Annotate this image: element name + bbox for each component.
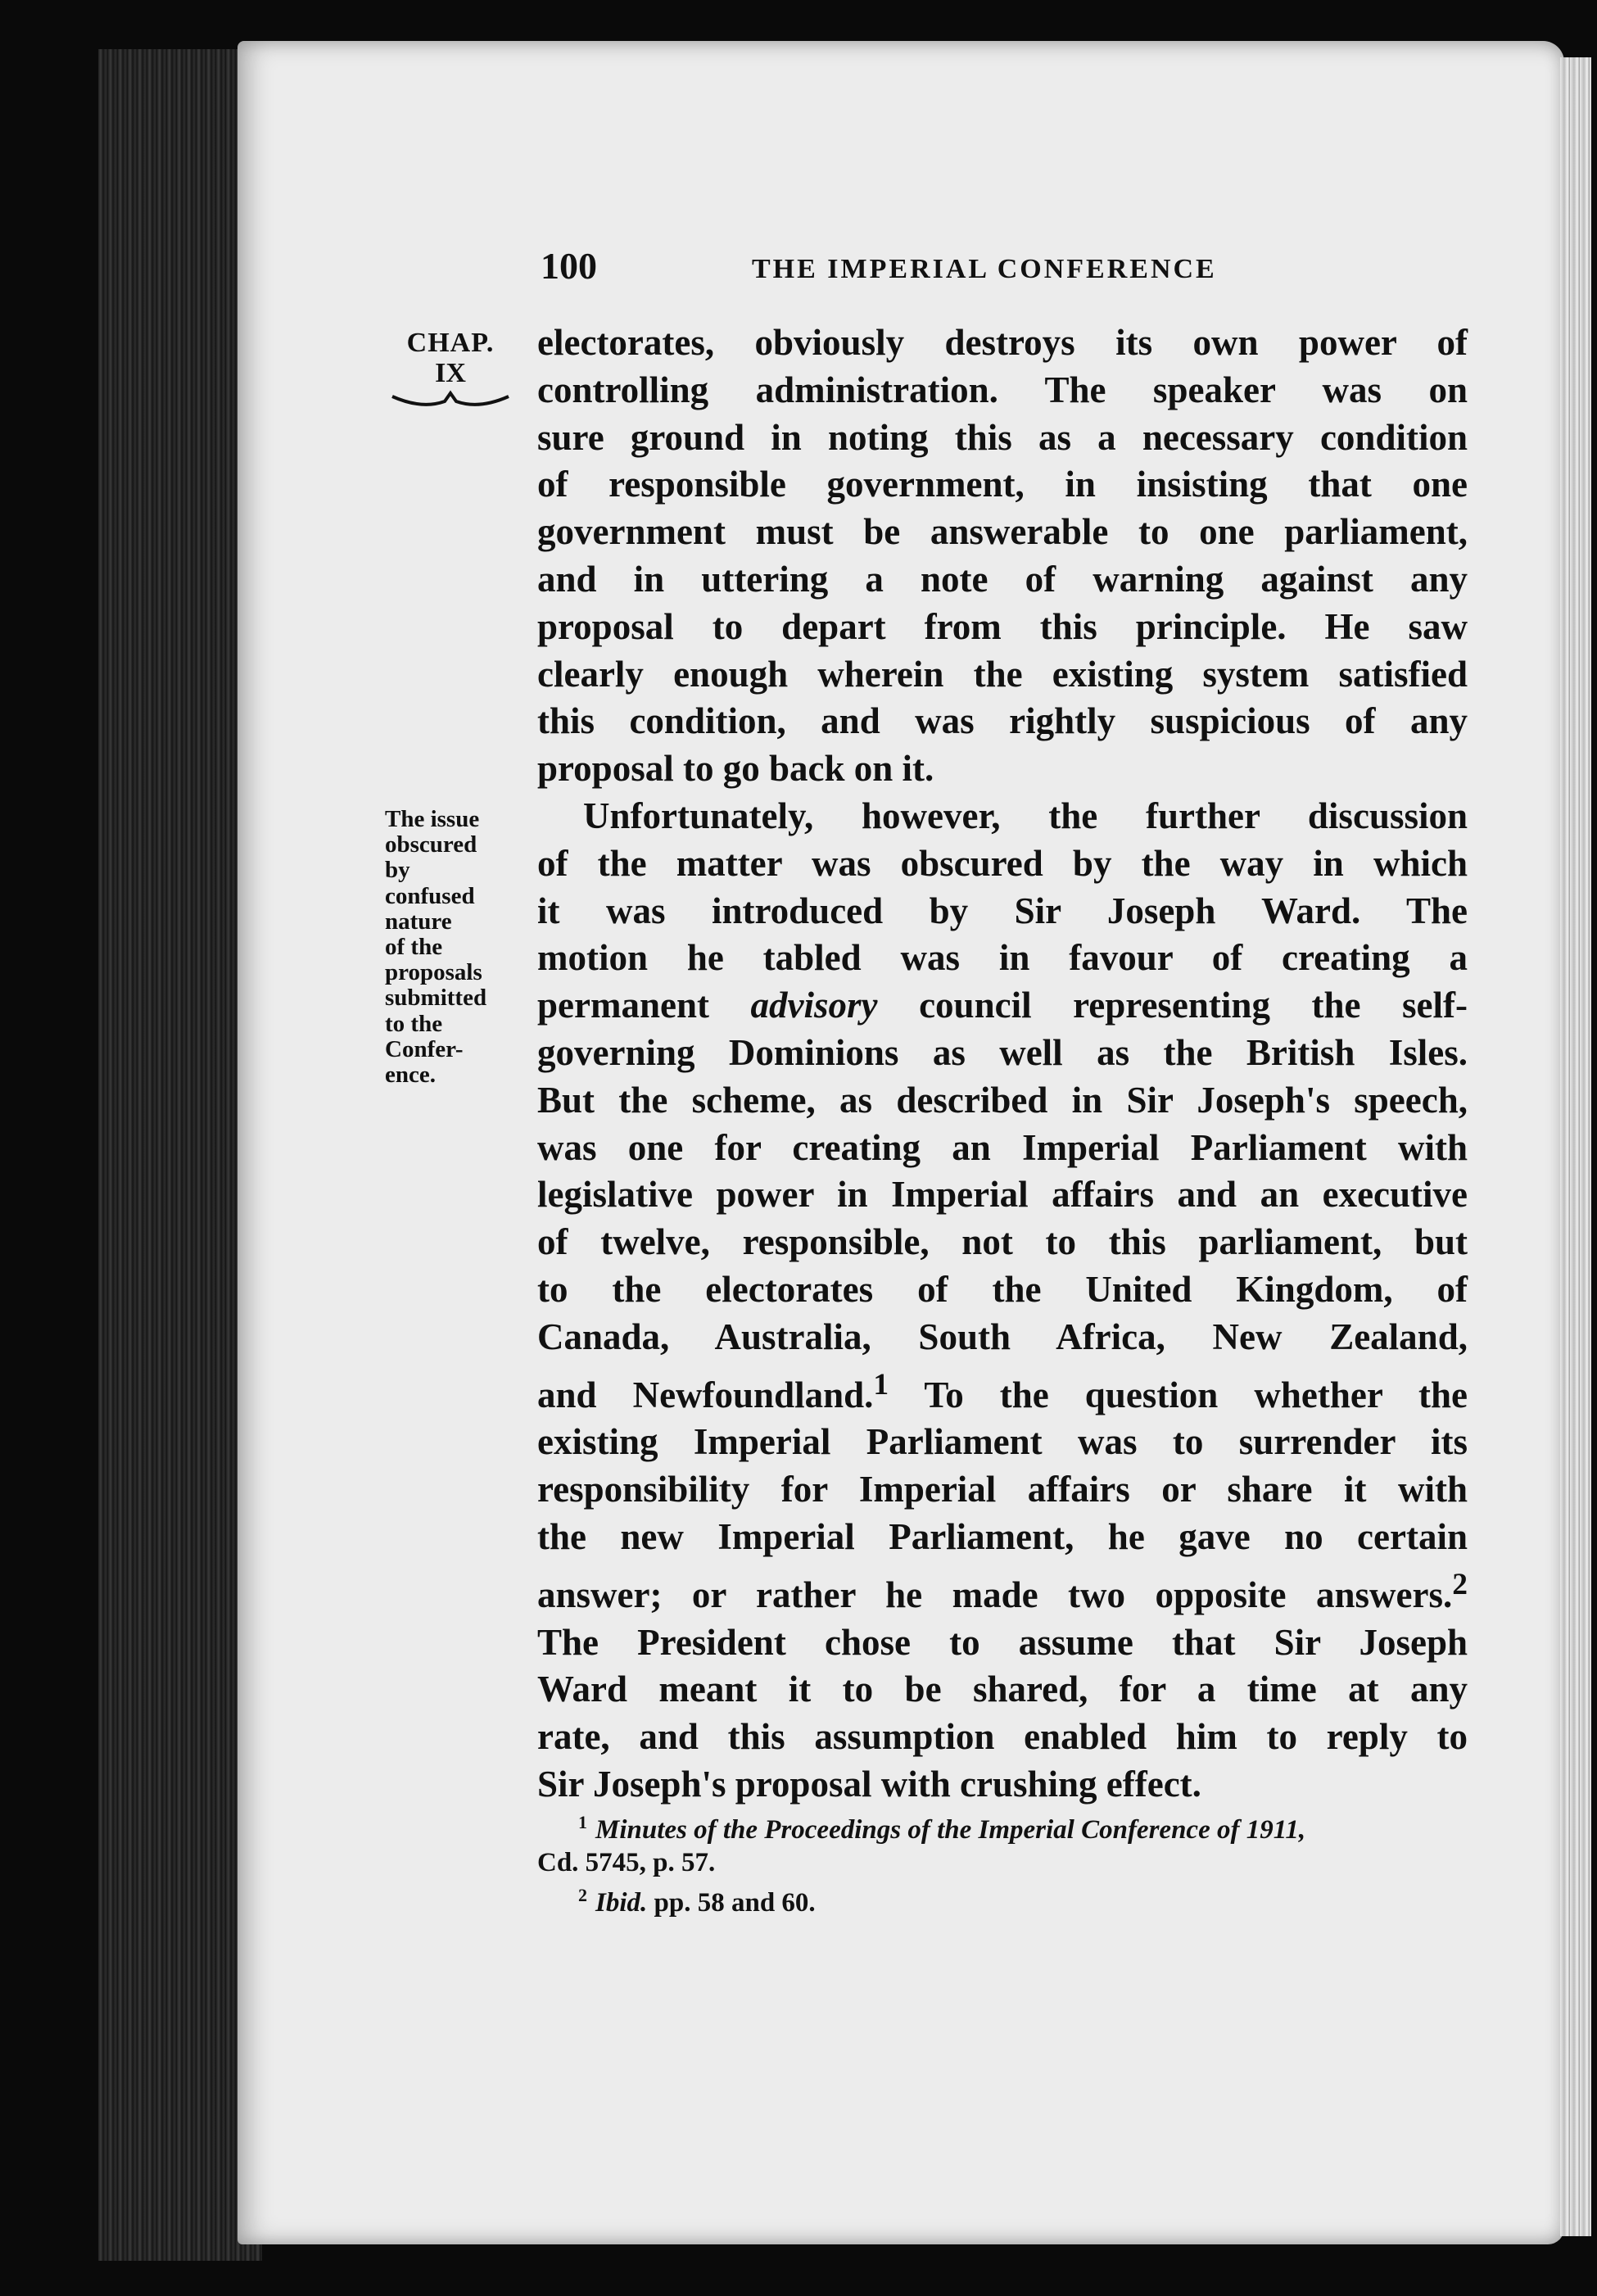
marginal-note-line: nature: [385, 908, 452, 935]
text-line: this condition, and was rightly suspicious of any: [537, 700, 1468, 742]
text-line: of twelve, responsible, not to this parliament, but: [537, 1221, 1468, 1263]
running-head: THE IMPERIAL CONFERENCE: [752, 254, 1217, 284]
text-line: of responsible government, in insisting that one: [537, 464, 1468, 505]
italic-word: advisory: [750, 985, 878, 1026]
marginal-note-line: The issue: [385, 806, 480, 832]
text-line: to the electorates of the United Kingdom, of: [537, 1268, 1468, 1310]
text-line: Ward meant it to be shared, for a time at any: [537, 1669, 1468, 1710]
text-line: and in uttering a note of warning against any: [537, 558, 1468, 600]
footnotes: [537, 1806, 1468, 1919]
marginal-note-line: proposals: [385, 959, 482, 986]
footnote-text: pp. 58 and 60.: [647, 1888, 816, 1918]
text-line: was one for creating an Imperial Parliament with: [537, 1126, 1468, 1168]
paragraph-1: [537, 319, 1468, 793]
footnote-ref: 2: [1452, 1567, 1468, 1601]
marginal-note-line: obscured: [385, 831, 477, 858]
marginal-note-line: of the: [385, 934, 443, 961]
footnote-ref: 1: [873, 1367, 889, 1402]
text-line: existing Imperial Parliament was to surrender its: [537, 1421, 1468, 1463]
footnote-marker: 2: [578, 1885, 587, 1905]
text-line: [537, 1561, 1468, 1619]
marginal-note-line: confused: [385, 882, 475, 909]
text-line: proposal to go back on it.: [537, 748, 934, 790]
text-line: of the matter was obscured by the way in which: [537, 842, 1468, 884]
footnote-1: [537, 1806, 1468, 1846]
text-line: legislative power in Imperial affairs and an executive: [537, 1174, 1468, 1216]
text-line: [537, 1361, 1468, 1420]
text-line: the new Imperial Parliament, he gave no certain: [537, 1515, 1468, 1557]
footnote-title: Minutes of the Proceedings of the Imperial Conference of 1911,: [595, 1815, 1306, 1845]
chapter-marker: [385, 328, 516, 410]
text-line: sure ground in noting this as a necessary condition: [537, 416, 1468, 458]
marginal-note-line: Confer-: [385, 1035, 464, 1062]
text-segment: answer; or rather he made two opposite answers.: [537, 1574, 1453, 1615]
text-line: government must be answerable to one parliament,: [537, 511, 1468, 553]
text-line: The President chose to assume that Sir Joseph: [537, 1621, 1468, 1663]
paragraph-2: [537, 793, 1468, 1809]
text-line: Sir Joseph's proposal with crushing effect.: [537, 1763, 1201, 1805]
text-line: [537, 982, 1468, 1030]
text-segment: council representing the self-: [877, 985, 1468, 1026]
text-line: governing Dominions as well as the British Isles.: [537, 1031, 1468, 1073]
text-line: motion he tabled was in favour of creating a: [537, 937, 1468, 979]
footnote-1-continued: Cd. 5745, p. 57.: [537, 1848, 716, 1877]
ornament-brace-icon: [389, 390, 512, 410]
footnote-2: [537, 1879, 1468, 1919]
marginal-note-line: to the: [385, 1010, 443, 1037]
right-page-edge: [1560, 57, 1591, 2236]
text-line: responsibility for Imperial affairs or share it with: [537, 1469, 1468, 1510]
marginal-note-line: submitted: [385, 985, 487, 1012]
text-line: proposal to depart from this principle. He saw: [537, 605, 1468, 647]
text-line: electorates, obviously destroys its own power of: [537, 322, 1468, 363]
footnote-marker: 1: [578, 1812, 587, 1832]
chapter-label: CHAP.: [406, 328, 495, 358]
footnote-title: Ibid.: [595, 1888, 648, 1918]
body-text: [537, 319, 1468, 1809]
page-number: 100: [541, 245, 597, 287]
chapter-number: IX: [435, 358, 466, 388]
text-line: Unfortunately, however, the further discussion: [583, 795, 1468, 836]
marginal-note-line: by: [385, 857, 410, 884]
text-segment: permanent: [537, 985, 751, 1026]
text-line: Canada, Australia, South Africa, New Zealand,: [537, 1316, 1468, 1357]
text-line: But the scheme, as described in Sir Joseph's speech,: [537, 1079, 1468, 1121]
text-line: controlling administration. The speaker was on: [537, 369, 1468, 410]
marginal-note-line: ence.: [385, 1062, 436, 1089]
text-line: rate, and this assumption enabled him to reply to: [537, 1716, 1468, 1758]
marginal-note: [385, 807, 516, 1088]
text-line: it was introduced by Sir Joseph Ward. The: [537, 890, 1468, 931]
text-line: clearly enough wherein the existing system satisfied: [537, 653, 1468, 695]
text-segment: and Newfoundland.: [537, 1374, 874, 1415]
text-segment: To the question whether the: [889, 1374, 1468, 1415]
